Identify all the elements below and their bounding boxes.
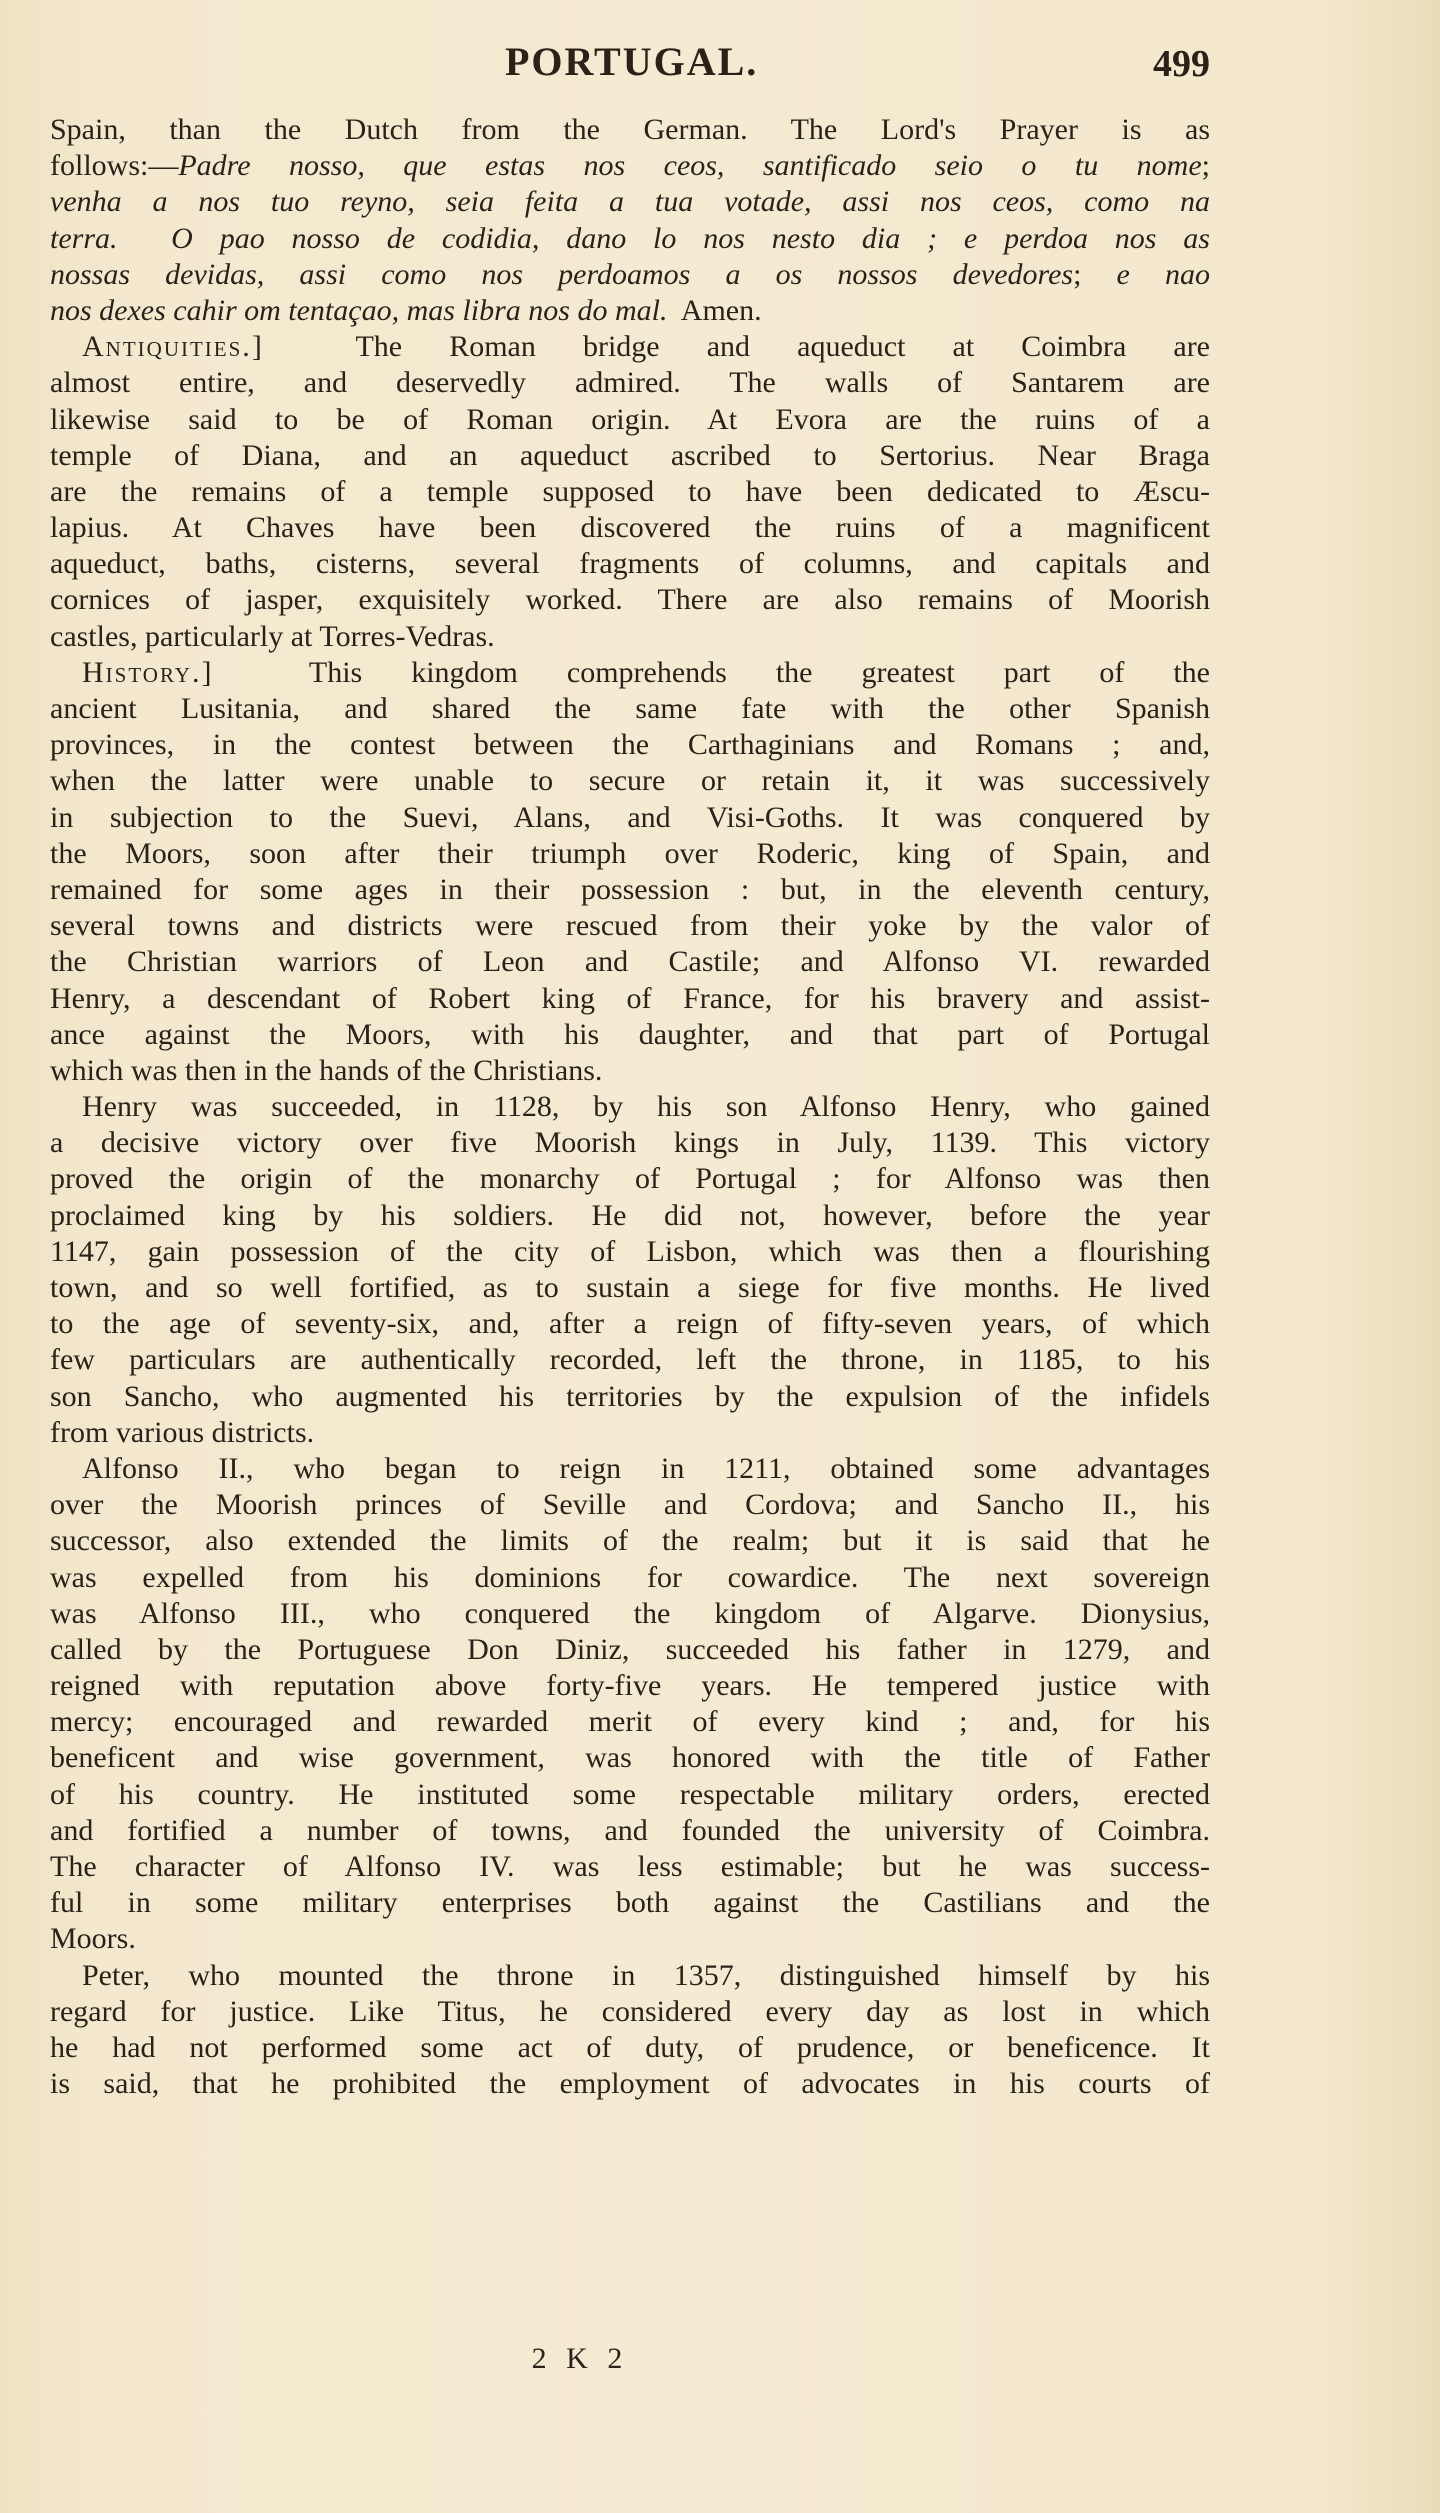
text-line: 1147, gain possession of the city of Lisbon, which was then a flourishing [50,1234,1210,1268]
text-line [50,257,1210,293]
text-line [50,148,1210,184]
text-line: ful in some military enterprises both against the Castilians and the [50,1886,1210,1920]
text-line: aqueduct, baths, cisterns, several fragments of columns, and capitals and [50,547,1210,581]
text-segment: nossas devidas, assi como nos perdoamos a os nossos devedores [50,257,1074,291]
text-line: remained for some ages in their possession : but, in the eleventh century, [50,872,1210,906]
text-line: to the age of seventy-six, and, after a reign of fifty-seven years, of which [50,1307,1210,1341]
text-line: which was then in the hands of the Christians. [50,1053,603,1087]
text-line: in subjection to the Suevi, Alans, and Visi-Goths. It was conquered by [50,800,1210,834]
section-heading: History. [82,655,202,689]
section-heading: Antiquities. [82,330,252,364]
text-line: regard for justice. Like Titus, he considered every day as lost in which [50,1994,1210,2028]
text-line [50,293,1210,329]
text-line: few particulars are authentically recorded, left the throne, in 1185, to his [50,1343,1210,1377]
signature-mark: 2 K 2 [531,2342,629,2375]
text-line: Henry was succeeded, in 1128, by his son Alfonso Henry, who gained [82,1090,1210,1124]
page-number: 499 [1153,43,1210,85]
text-segment: follows:— [50,149,179,183]
text-line: proclaimed king by his soldiers. He did not, however, before the year [50,1198,1210,1232]
text-line: was expelled from his dominions for cowardice. The next sovereign [50,1560,1210,1594]
text-line: over the Moorish princes of Seville and Cordova; and Sancho II., his [50,1488,1210,1522]
text-line: lapius. At Chaves have been discovered the ruins of a magnificent [50,511,1210,545]
text-line: Spain, than the Dutch from the German. The Lord's Prayer is as [50,113,1210,146]
text-line: castles, particularly at Torres-Vedras. [50,619,495,653]
text-line: the Christian warriors of Leon and Castile; and Alfonso VI. rewarded [50,945,1210,979]
text-line: the Moors, soon after their triumph over Roderic, king of Spain, and [50,836,1210,870]
text-line: provinces, in the contest between the Carthaginians and Romans ; and, [50,728,1210,762]
text-line: The character of Alfonso IV. was less estimable; but he was success- [50,1850,1210,1883]
text-line [50,329,1210,365]
text-line: likewise said to be of Roman origin. At Evora are the ruins of a [50,402,1210,436]
text-segment: ] The Roman bridge and aqueduct at Coimbra are [251,330,1210,364]
text-line: reigned with reputation above forty-five years. He tempered justice with [50,1669,1210,1703]
text-line: ancient Lusitania, and shared the same fate with the other Spanish [50,692,1210,725]
text-line: are the remains of a temple supposed to have been dedicated to Æscu- [50,474,1210,508]
text-segment: Padre nosso, que estas nos ceos, santificado seio o tu nome [178,149,1202,183]
text-line: ance against the Moors, with his daughter, and that part of Portugal [50,1017,1210,1051]
text-line: is said, that he prohibited the employment of advocates in his courts of [50,2067,1210,2101]
body-text [50,112,1210,2102]
text-line: when the latter were unable to secure or retain it, it was successively [50,764,1210,798]
text-line: and fortified a number of towns, and founded the university of Coimbra. [50,1813,1210,1847]
text-line: Alfonso II., who began to reign in 1211, obtained some advantages [82,1451,1210,1485]
text-line [50,184,1210,220]
text-segment: nos dexes cahir om tentaçao, mas libra nos do mal. [50,293,668,327]
text-segment: e nao [1116,257,1210,291]
text-line [50,221,1210,257]
text-line: cornices of jasper, exquisitely worked. There are also remains of Moorish [50,583,1210,617]
text-line: proved the origin of the monarchy of Portugal ; for Alfonso was then [50,1162,1210,1196]
text-line: successor, also extended the limits of the realm; but it is said that he [50,1524,1210,1558]
text-line: a decisive victory over five Moorish kings in July, 1139. This victory [50,1126,1210,1160]
text-line: of his country. He instituted some respectable military orders, erected [50,1777,1210,1811]
text-line: beneficent and wise government, was honored with the title of Father [50,1741,1210,1775]
text-line: son Sancho, who augmented his territories by the expulsion of the infidels [50,1379,1210,1413]
text-segment: ] This kingdom comprehends the greatest part of the [201,655,1210,689]
text-line [50,655,1210,691]
text-line: he had not performed some act of duty, of prudence, or beneficence. It [50,2030,1210,2064]
text-line: temple of Diana, and an aqueduct ascribed to Sertorius. Near Braga [50,438,1210,472]
running-head: PORTUGAL. [505,39,759,84]
text-line: was Alfonso III., who conquered the kingdom of Algarve. Dionysius, [50,1596,1210,1630]
text-line: mercy; encouraged and rewarded merit of every kind ; and, for his [50,1705,1210,1739]
text-line: Peter, who mounted the throne in 1357, distinguished himself by his [82,1958,1210,1992]
text-line: from various districts. [50,1415,315,1449]
text-line: almost entire, and deservedly admired. The walls of Santarem are [50,366,1210,400]
text-segment: ; [1201,149,1210,183]
text-line: Moors. [50,1922,136,1956]
text-segment: terra. O pao nosso de codidia, dano lo nos nesto dia ; e perdoa nos as [50,221,1210,255]
text-line: Henry, a descendant of Robert king of France, for his bravery and assist- [50,981,1210,1015]
text-line: town, and so well fortified, as to sustain a siege for five months. He lived [50,1271,1210,1304]
text-segment: ; [1073,257,1117,291]
text-line: several towns and districts were rescued from their yoke by the valor of [50,909,1210,943]
page-header [50,38,1210,88]
text-segment: Amen. [667,293,762,327]
text-line: called by the Portuguese Don Diniz, succeeded his father in 1279, and [50,1632,1210,1666]
text-segment: venha a nos tuo reyno, seia feita a tua votade, assi nos ceos, como na [50,185,1210,219]
